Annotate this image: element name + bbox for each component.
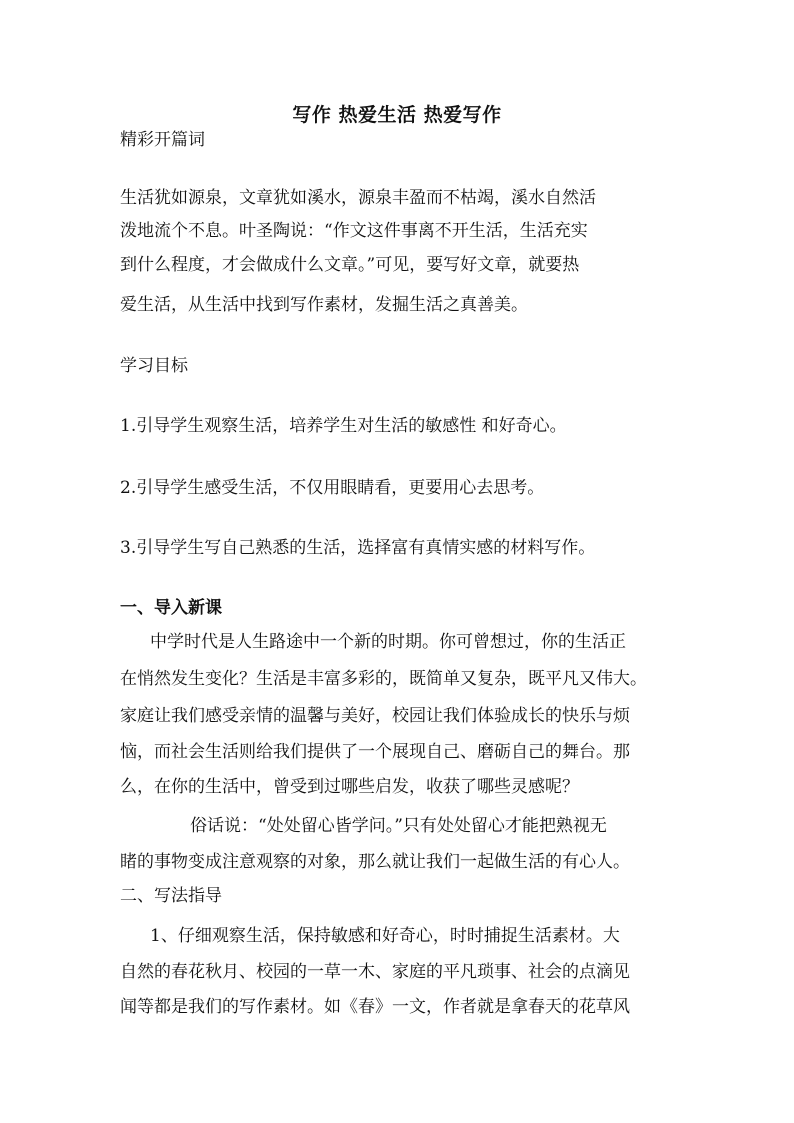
body-line: 么，在你的生活中，曾受到过哪些启发，收获了哪些灵感呢？ — [120, 777, 579, 797]
body-line: 睹的事物变成注意观察的对象，那么就让我们一起做生活的有心人。 — [120, 852, 630, 872]
goals-heading: 学习目标 — [120, 356, 188, 376]
section-heading-2: 二、写法指导 — [120, 886, 222, 906]
goal-item: 1.引导学生观察生活，培养学生对生活的敏感性 和好奇心。 — [120, 416, 567, 436]
body-line: 中学时代是人生路途中一个新的时期。你可曾想过，你的生活正 — [150, 632, 626, 652]
intro-line: 到什么程度，才会做成什么文章。”可见，要写好文章，就要热 — [120, 255, 580, 275]
body-line: 1、仔细观察生活，保持敏感和好奇心，时时捕捉生活素材。大 — [150, 926, 620, 946]
body-line: 恼，而社会生活则给我们提供了一个展现自己、磨砺自己的舞台。那 — [120, 742, 630, 762]
body-line: 俗话说：“处处留心皆学问。”只有处处留心才能把熟视无 — [190, 816, 607, 836]
body-line: 自然的春花秋月、校园的一草一木、家庭的平凡琐事、社会的点滴见 — [120, 962, 630, 982]
goal-item: 3.引导学生写自己熟悉的生活，选择富有真情实感的材料写作。 — [120, 538, 596, 558]
body-line: 闻等都是我们的写作素材。如《春》一文，作者就是拿春天的花草风 — [120, 997, 630, 1017]
goal-item: 2.引导学生感受生活，不仅用眼睛看，更要用心去思考。 — [120, 478, 545, 498]
intro-line: 爱生活，从生活中找到写作素材，发掘生活之真善美。 — [120, 295, 528, 315]
body-line: 家庭让我们感受亲情的温馨与美好，校园让我们体验成长的快乐与烦 — [120, 706, 630, 726]
section-heading-intro: 精彩开篇词 — [120, 130, 205, 150]
intro-line: 生活犹如源泉，文章犹如溪水，源泉丰盈而不枯竭，溪水自然活 — [120, 188, 596, 208]
intro-line: 泼地流个不息。叶圣陶说：“作文这件事离不开生活，生活充实 — [120, 221, 588, 241]
section-heading-1: 一、导入新课 — [120, 598, 222, 618]
document-title: 写作 热爱生活 热爱写作 — [292, 104, 502, 126]
body-line: 在悄然发生变化？生活是丰富多彩的，既简单又复杂，既平凡又伟大。 — [120, 669, 647, 689]
